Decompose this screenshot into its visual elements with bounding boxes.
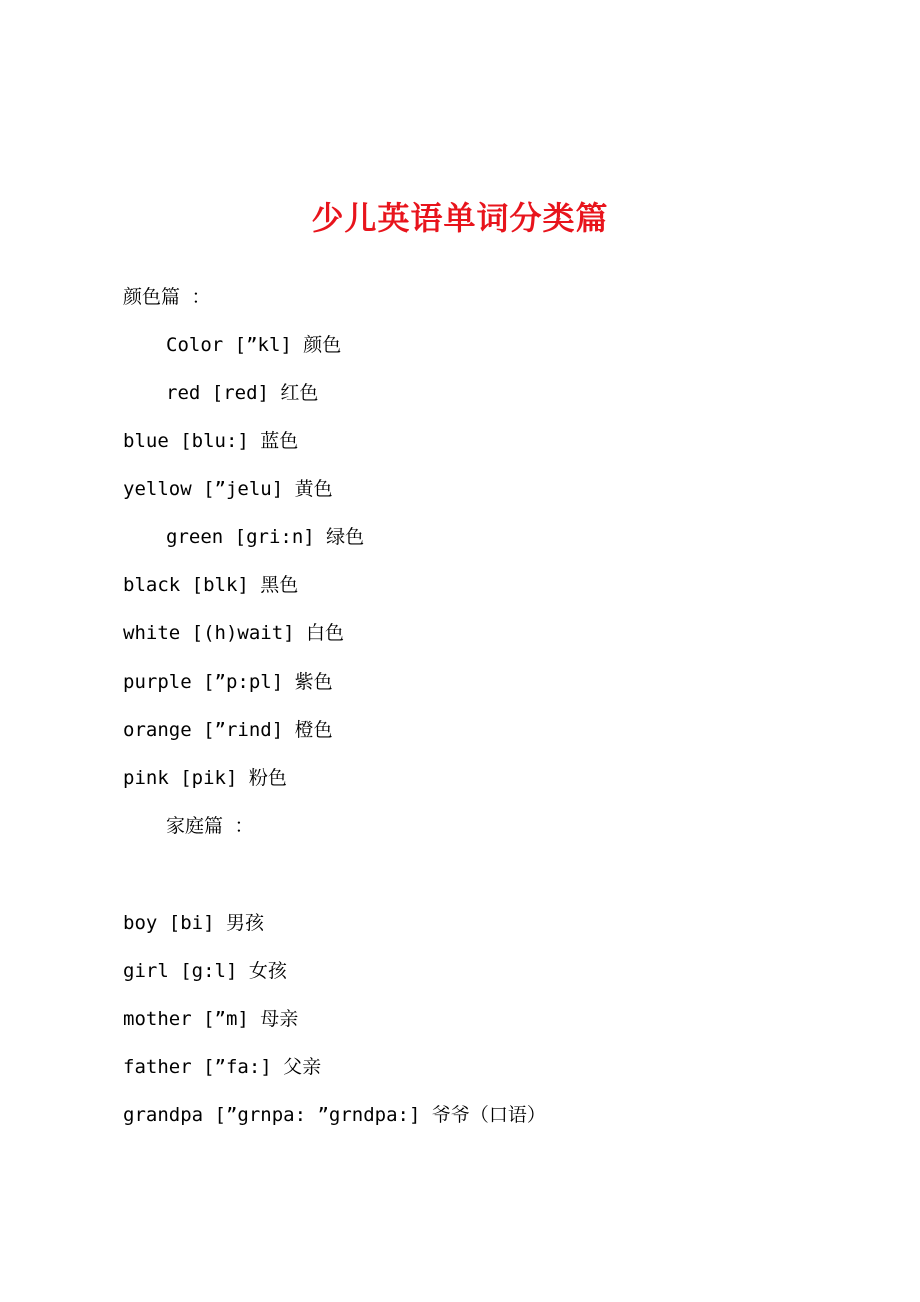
vocab-entry: pink [pik] 粉色 <box>123 767 287 789</box>
vocab-entry: purple [”p:pl] 紫色 <box>123 671 333 693</box>
vocab-entry: mother [”m] 母亲 <box>123 1008 299 1030</box>
vocab-entry: black [blk] 黑色 <box>123 574 299 596</box>
vocab-entry: green [gri:n] 绿色 <box>166 526 365 548</box>
vocab-entry: Color [”kl] 颜色 <box>166 334 342 356</box>
vocab-entry: girl [g:l] 女孩 <box>123 960 287 982</box>
vocab-entry: boy [bi] 男孩 <box>123 912 264 934</box>
document-title: 少儿英语单词分类篇 <box>311 199 609 237</box>
vocab-entry: red [red] 红色 <box>166 382 319 404</box>
section-heading-family: 家庭篇 ： <box>166 815 254 837</box>
vocab-entry: orange [”rind] 橙色 <box>123 719 333 741</box>
vocab-entry: white [(h)wait] 白色 <box>123 622 345 644</box>
section-heading-colors: 颜色篇 ： <box>123 286 211 308</box>
vocab-entry: blue [blu:] 蓝色 <box>123 430 299 452</box>
vocab-entry: yellow [”jelu] 黄色 <box>123 478 333 500</box>
vocab-entry: grandpa [”grnpa: ”grndpa:] 爷爷（口语） <box>123 1104 546 1126</box>
vocab-entry: father [”fa:] 父亲 <box>123 1056 322 1078</box>
